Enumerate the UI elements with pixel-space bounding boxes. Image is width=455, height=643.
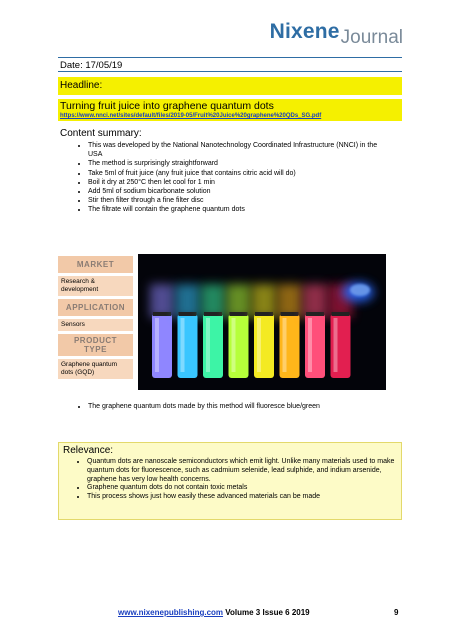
list-item: • Graphene quantum dots do not contain toxic metals [87,484,397,493]
list-item: • Quantum dots are nanoscale semiconductors which emit light. Unlike many materials used to make quantum dots for fluorescence, such as cadmium selenide, lead sulphide, and indium arsenide, graphene has very low health concerns. [87,458,397,484]
fluorescent-vials-image [138,254,386,390]
list-item: • Boil it dry at 250°C then let cool for 1 min [88,178,393,187]
quantum-dots-photo [138,254,386,390]
page-number: 9 [394,608,399,617]
photo-caption-list [78,402,398,411]
publication-logo [270,20,403,52]
product-type-value: Graphene quantum dots (GQD) [58,359,133,379]
list-item: • The graphene quantum dots made by this method will fluoresce blue/green [88,402,398,411]
headline-title: Turning fruit juice into graphene quantum dots [60,100,274,112]
headline-source-link[interactable]: https://www.nnci.net/sites/default/files/2019-05/Fruit%20Juice%20graphene%20QDs_SG.pdf [60,113,322,119]
list-item: • The method is surprisingly straightforward [88,159,393,168]
relevance-box [58,442,402,520]
footer-website-link[interactable]: www.nixenepublishing.com [118,608,224,617]
classification-sidebar [58,256,133,382]
product-type-label: PRODUCT TYPE [58,334,133,356]
blue-glow-blob [342,282,374,302]
market-value: Research & development [58,276,133,296]
page-footer [118,608,310,617]
vial [201,284,225,378]
vial [303,284,327,378]
market-label: MARKET [58,256,133,273]
headline-label: Headline: [58,77,402,95]
content-summary-title: Content summary: [60,128,142,139]
list-item: • The filtrate will contain the graphene quantum dots [88,205,393,214]
logo-suffix: Journal [340,27,403,48]
content-summary-list [78,141,393,215]
application-label: APPLICATION [58,299,133,316]
vial [252,284,276,378]
vial [150,284,174,378]
vial [176,284,200,378]
footer-issue: Volume 3 Issue 6 2019 [225,608,310,617]
headline-box [58,99,402,121]
list-item: • Add 5ml of sodium bicarbonate solution [88,187,393,196]
application-value: Sensors [58,319,133,331]
logo-brand: Nixene [269,20,340,43]
list-item: • This process shows just how easily these advanced materials can be made [87,493,397,502]
relevance-list [63,458,397,502]
date-line: Date: 17/05/19 [58,57,402,72]
list-item: • Stir then filter through a fine filter disc [88,196,393,205]
list-item: • This was developed by the National Nanotechnology Coordinated Infrastructure (NNCI) in the USA [88,141,393,159]
vial [278,284,302,378]
vial [227,284,251,378]
relevance-title: Relevance: [63,445,114,456]
list-item: • Take 5ml of fruit juice (any fruit juice that contains citric acid will do) [88,169,393,178]
